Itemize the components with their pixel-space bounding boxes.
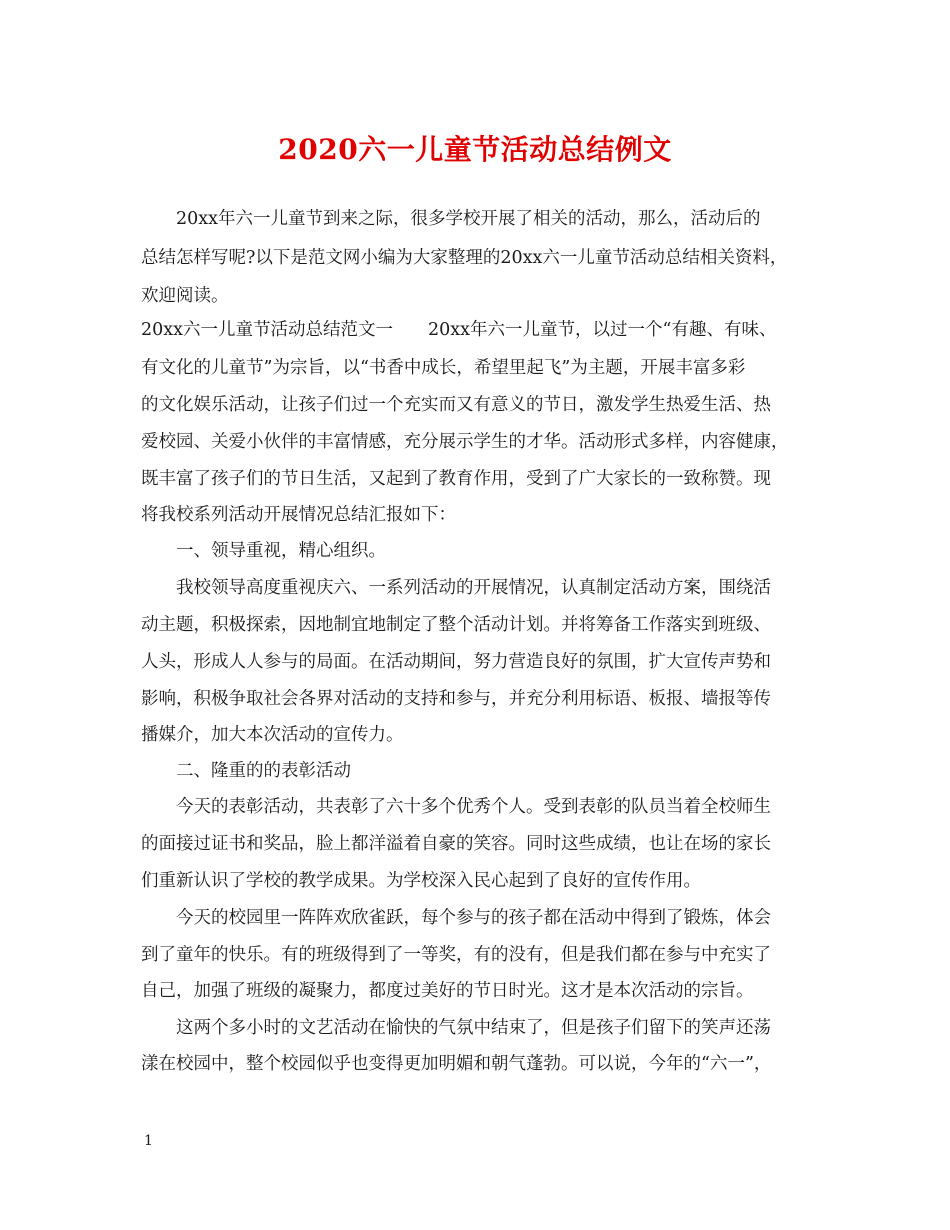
body-line: 这两个多小时的文艺活动在愉快的气氛中结束了，但是孩子们留下的笑声还荡 xyxy=(141,1018,771,1038)
section-heading: 二、隆重的的表彰活动 xyxy=(141,761,351,781)
body-line: 动主题，积极探索，因地制宜地制定了整个活动计划。并将筹备工作落实到班级、 xyxy=(141,615,771,635)
body-line: 自己，加强了班级的凝聚力，都度过美好的节日时光。这才是本次活动的宗旨。 xyxy=(141,981,754,1001)
body-line: 影响，积极争取社会各界对活动的支持和参与，并充分利用标语、板报、墙报等传 xyxy=(141,689,771,709)
section-heading: 一、领导重视，精心组织。 xyxy=(141,541,386,561)
body-line: 将我校系列活动开展情况总结汇报如下： xyxy=(141,505,456,525)
body-line: 的文化娱乐活动，让孩子们过一个充实而又有意义的节日，激发学生热爱生活、热 xyxy=(141,395,771,415)
body-line: 有文化的儿童节”为宗旨，以“书香中成长，希望里起飞”为主题，开展丰富多彩 xyxy=(141,358,746,378)
body-line: 我校领导高度重视庆六、一系列活动的开展情况，认真制定活动方案，围绕活 xyxy=(141,578,771,598)
body-line: 的面接过证书和奖品，脸上都洋溢着自豪的笑容。同时这些成绩，也让在场的家长 xyxy=(141,834,771,854)
body-line: 爱校园、关爱小伙伴的丰富情感，充分展示学生的才华。活动形式多样，内容健康， xyxy=(141,432,789,452)
body-line: 既丰富了孩子们的节日生活，又起到了教育作用，受到了广大家长的一致称赞。现 xyxy=(141,469,771,489)
body-line: 人头，形成人人参与的局面。在活动期间，努力营造良好的氛围，扩大宣传声势和 xyxy=(141,652,771,672)
body-line: 今天的校园里一阵阵欢欣雀跃，每个参与的孩子都在活动中得到了锻炼，体会 xyxy=(141,908,771,928)
body-line: 们重新认识了学校的教学成果。为学校深入民心起到了良好的宣传作用。 xyxy=(141,871,701,891)
body-line: 20xx六一儿童节活动总结范文一 20xx年六一儿童节，以过一个“有趣、有味、 xyxy=(141,320,777,340)
body-line: 到了童年的快乐。有的班级得到了一等奖，有的没有，但是我们都在参与中充实了 xyxy=(141,945,771,965)
body-line: 播媒介，加大本次活动的宣传力。 xyxy=(141,725,404,745)
body-line: 今天的表彰活动，共表彰了六十多个优秀个人。受到表彰的队员当着全校师生 xyxy=(141,797,771,817)
body-line: 20xx年六一儿童节到来之际，很多学校开展了相关的活动，那么，活动后的 xyxy=(141,209,761,229)
body-line: 欢迎阅读。 xyxy=(141,286,229,306)
body-line: 总结怎样写呢?以下是范文网小编为大家整理的20xx六一儿童节活动总结相关资料， xyxy=(141,248,788,268)
document-title: 2020六一儿童节活动总结例文 xyxy=(278,133,672,166)
page-number: 1 xyxy=(144,1133,153,1149)
body-line: 漾在校园中，整个校园似乎也变得更加明媚和朝气蓬勃。可以说，今年的“六一”， xyxy=(141,1054,772,1074)
